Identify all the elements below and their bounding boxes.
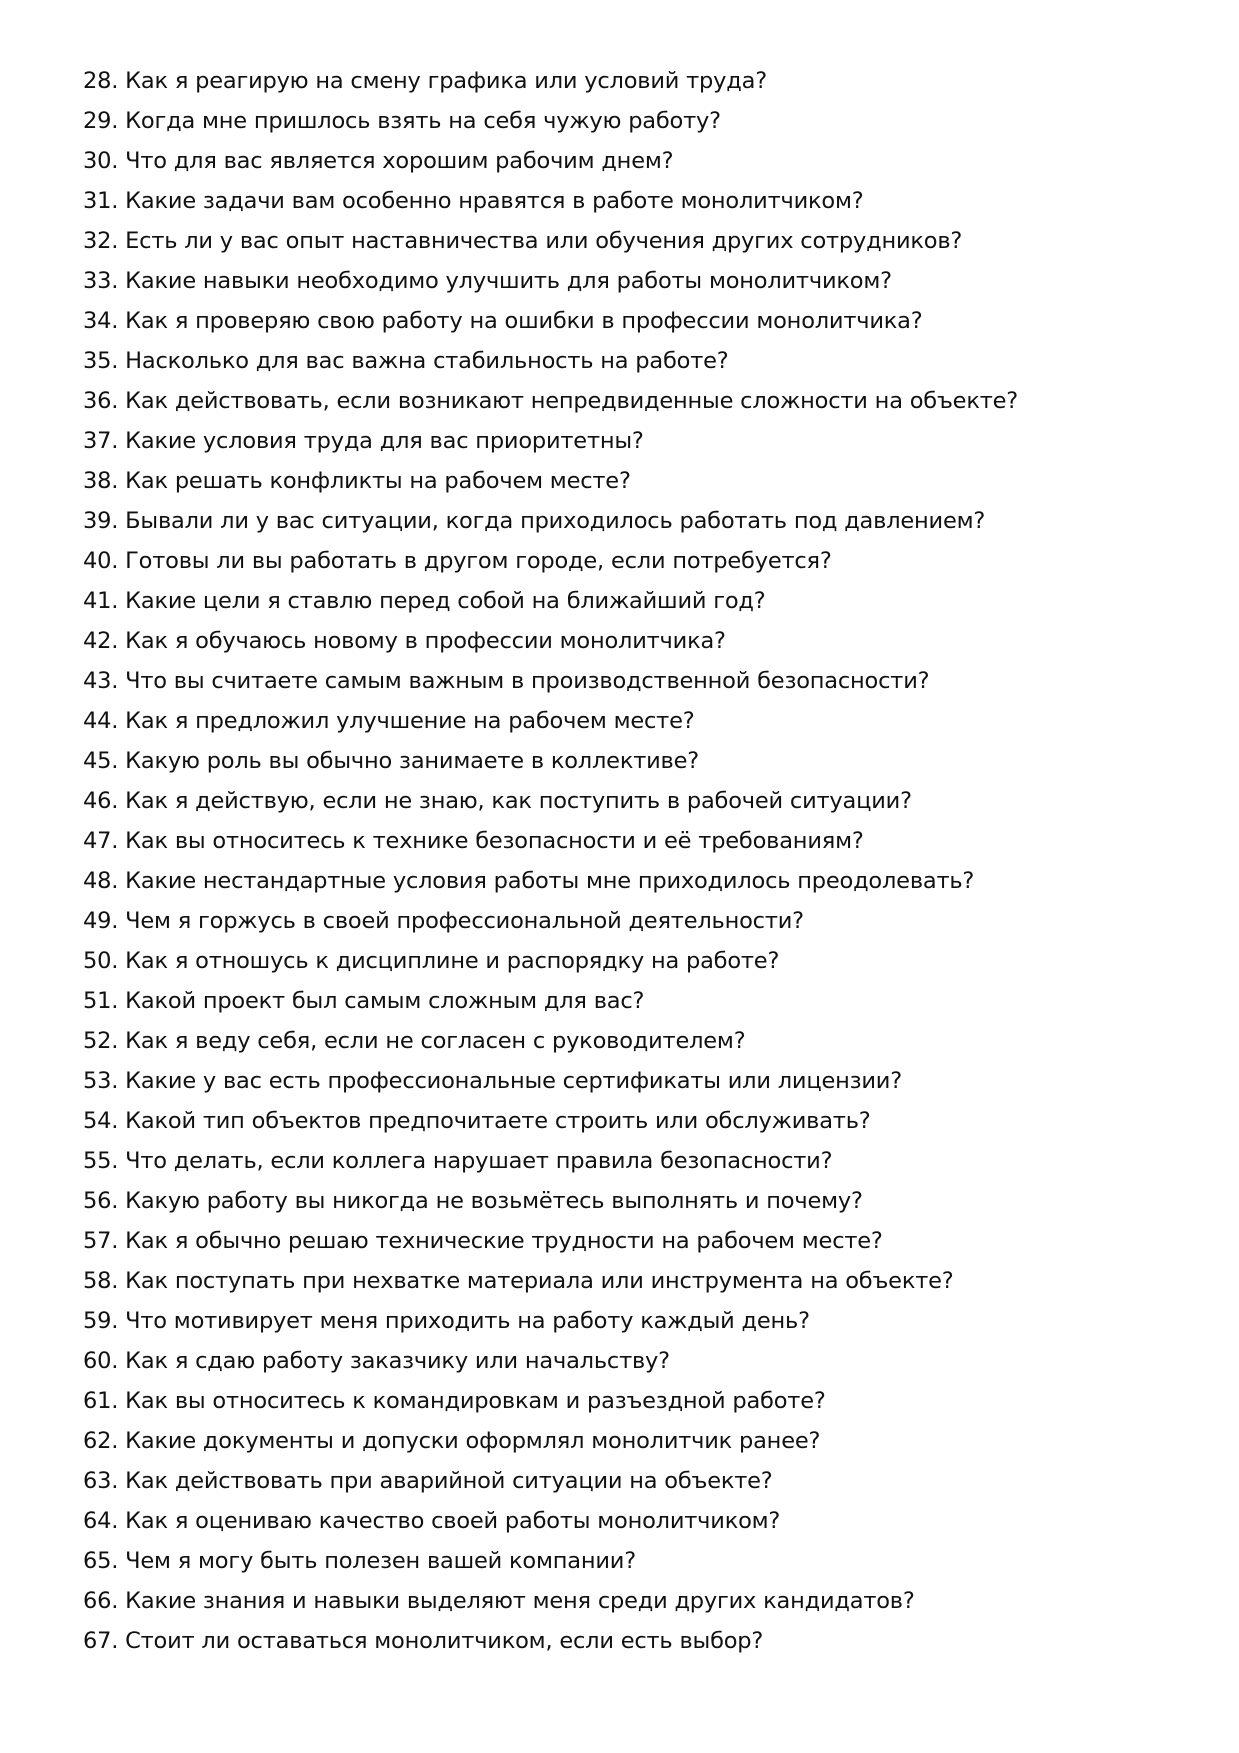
question-number: 53. xyxy=(83,1068,119,1094)
question-text: Что вы считаете самым важным в производственной безопасности? xyxy=(125,668,930,694)
question-number: 59. xyxy=(83,1308,119,1334)
question-item xyxy=(83,61,1183,101)
question-text: Когда мне пришлось взять на себя чужую работу? xyxy=(125,108,721,134)
question-number: 55. xyxy=(83,1148,119,1174)
question-text: Что мотивирует меня приходить на работу каждый день? xyxy=(125,1308,810,1334)
question-list xyxy=(83,61,1183,1661)
question-item xyxy=(83,1461,1183,1501)
question-item xyxy=(83,1501,1183,1541)
question-number: 43. xyxy=(83,668,119,694)
question-item xyxy=(83,421,1183,461)
question-number: 37. xyxy=(83,428,119,454)
question-number: 48. xyxy=(83,868,119,894)
question-number: 57. xyxy=(83,1228,119,1254)
question-number: 30. xyxy=(83,148,119,174)
question-text: Какой тип объектов предпочитаете строить или обслуживать? xyxy=(125,1108,871,1134)
question-number: 51. xyxy=(83,988,119,1014)
question-item xyxy=(83,221,1183,261)
question-item xyxy=(83,1421,1183,1461)
question-number: 62. xyxy=(83,1428,119,1454)
question-text: Какие условия труда для вас приоритетны? xyxy=(125,428,644,454)
question-text: Какие у вас есть профессиональные сертификаты или лицензии? xyxy=(125,1068,902,1094)
question-text: Как решать конфликты на рабочем месте? xyxy=(125,468,631,494)
question-number: 28. xyxy=(83,68,119,94)
question-item xyxy=(83,1341,1183,1381)
question-item xyxy=(83,1101,1183,1141)
question-item xyxy=(83,701,1183,741)
question-item xyxy=(83,1021,1183,1061)
question-number: 36. xyxy=(83,388,119,414)
question-text: Стоит ли оставаться монолитчиком, если есть выбор? xyxy=(125,1628,764,1654)
question-text: Как вы относитесь к командировкам и разъездной работе? xyxy=(125,1388,826,1414)
question-item xyxy=(83,1381,1183,1421)
question-number: 42. xyxy=(83,628,119,654)
question-item xyxy=(83,1581,1183,1621)
question-item xyxy=(83,581,1183,621)
question-text: Как я обучаюсь новому в профессии монолитчика? xyxy=(125,628,726,654)
question-text: Какие навыки необходимо улучшить для работы монолитчиком? xyxy=(125,268,892,294)
question-text: Как действовать при аварийной ситуации на объекте? xyxy=(125,1468,773,1494)
question-item xyxy=(83,1181,1183,1221)
question-item xyxy=(83,781,1183,821)
question-text: Какую работу вы никогда не возьмётесь выполнять и почему? xyxy=(125,1188,863,1214)
question-number: 46. xyxy=(83,788,119,814)
question-number: 41. xyxy=(83,588,119,614)
question-text: Бывали ли у вас ситуации, когда приходилось работать под давлением? xyxy=(125,508,986,534)
question-item xyxy=(83,981,1183,1021)
question-number: 52. xyxy=(83,1028,119,1054)
question-item xyxy=(83,261,1183,301)
question-text: Какие цели я ставлю перед собой на ближайший год? xyxy=(125,588,766,614)
question-text: Как я обычно решаю технические трудности на рабочем месте? xyxy=(125,1228,883,1254)
question-number: 33. xyxy=(83,268,119,294)
question-item xyxy=(83,101,1183,141)
question-item xyxy=(83,1541,1183,1581)
question-number: 49. xyxy=(83,908,119,934)
question-text: Какую роль вы обычно занимаете в коллективе? xyxy=(125,748,699,774)
question-text: Какие знания и навыки выделяют меня среди других кандидатов? xyxy=(125,1588,915,1614)
question-item xyxy=(83,501,1183,541)
question-item xyxy=(83,901,1183,941)
question-number: 64. xyxy=(83,1508,119,1534)
question-number: 40. xyxy=(83,548,119,574)
question-text: Что делать, если коллега нарушает правила безопасности? xyxy=(125,1148,833,1174)
question-number: 38. xyxy=(83,468,119,494)
question-text: Какие задачи вам особенно нравятся в работе монолитчиком? xyxy=(125,188,864,214)
question-item xyxy=(83,541,1183,581)
question-number: 35. xyxy=(83,348,119,374)
question-number: 45. xyxy=(83,748,119,774)
question-item xyxy=(83,941,1183,981)
question-text: Чем я горжусь в своей профессиональной деятельности? xyxy=(125,908,804,934)
question-item xyxy=(83,141,1183,181)
question-item xyxy=(83,381,1183,421)
question-text: Как я сдаю работу заказчику или начальству? xyxy=(125,1348,670,1374)
question-number: 58. xyxy=(83,1268,119,1294)
question-number: 32. xyxy=(83,228,119,254)
question-text: Какие документы и допуски оформлял монолитчик ранее? xyxy=(125,1428,821,1454)
question-number: 39. xyxy=(83,508,119,534)
question-item xyxy=(83,861,1183,901)
question-number: 61. xyxy=(83,1388,119,1414)
question-number: 29. xyxy=(83,108,119,134)
question-item xyxy=(83,1621,1183,1661)
question-text: Что для вас является хорошим рабочим днем? xyxy=(125,148,674,174)
question-number: 44. xyxy=(83,708,119,734)
question-text: Как я действую, если не знаю, как поступить в рабочей ситуации? xyxy=(125,788,912,814)
question-item xyxy=(83,301,1183,341)
question-text: Как я отношусь к дисциплине и распорядку на работе? xyxy=(125,948,780,974)
question-number: 47. xyxy=(83,828,119,854)
question-text: Как я реагирую на смену графика или условий труда? xyxy=(125,68,767,94)
question-item xyxy=(83,181,1183,221)
question-item xyxy=(83,1141,1183,1181)
question-text: Как я предложил улучшение на рабочем месте? xyxy=(125,708,695,734)
question-number: 66. xyxy=(83,1588,119,1614)
question-number: 67. xyxy=(83,1628,119,1654)
question-item xyxy=(83,741,1183,781)
question-item xyxy=(83,661,1183,701)
question-text: Есть ли у вас опыт наставничества или обучения других сотрудников? xyxy=(125,228,963,254)
question-number: 54. xyxy=(83,1108,119,1134)
question-text: Как поступать при нехватке материала или инструмента на объекте? xyxy=(125,1268,954,1294)
question-text: Как действовать, если возникают непредвиденные сложности на объекте? xyxy=(125,388,1019,414)
question-number: 63. xyxy=(83,1468,119,1494)
question-text: Как я веду себя, если не согласен с руководителем? xyxy=(125,1028,746,1054)
question-item xyxy=(83,341,1183,381)
question-number: 56. xyxy=(83,1188,119,1214)
question-item xyxy=(83,621,1183,661)
question-number: 31. xyxy=(83,188,119,214)
question-item xyxy=(83,1261,1183,1301)
question-number: 65. xyxy=(83,1548,119,1574)
question-number: 50. xyxy=(83,948,119,974)
question-text: Какие нестандартные условия работы мне приходилось преодолевать? xyxy=(125,868,975,894)
question-number: 34. xyxy=(83,308,119,334)
question-text: Какой проект был самым сложным для вас? xyxy=(125,988,645,1014)
question-item xyxy=(83,1061,1183,1101)
question-item xyxy=(83,821,1183,861)
question-text: Готовы ли вы работать в другом городе, если потребуется? xyxy=(125,548,832,574)
question-item xyxy=(83,461,1183,501)
question-text: Как я проверяю свою работу на ошибки в профессии монолитчика? xyxy=(125,308,923,334)
question-text: Как вы относитесь к технике безопасности и её требованиям? xyxy=(125,828,864,854)
question-number: 60. xyxy=(83,1348,119,1374)
question-text: Чем я могу быть полезен вашей компании? xyxy=(125,1548,636,1574)
question-item xyxy=(83,1221,1183,1261)
question-text: Насколько для вас важна стабильность на работе? xyxy=(125,348,729,374)
question-item xyxy=(83,1301,1183,1341)
question-text: Как я оцениваю качество своей работы монолитчиком? xyxy=(125,1508,781,1534)
